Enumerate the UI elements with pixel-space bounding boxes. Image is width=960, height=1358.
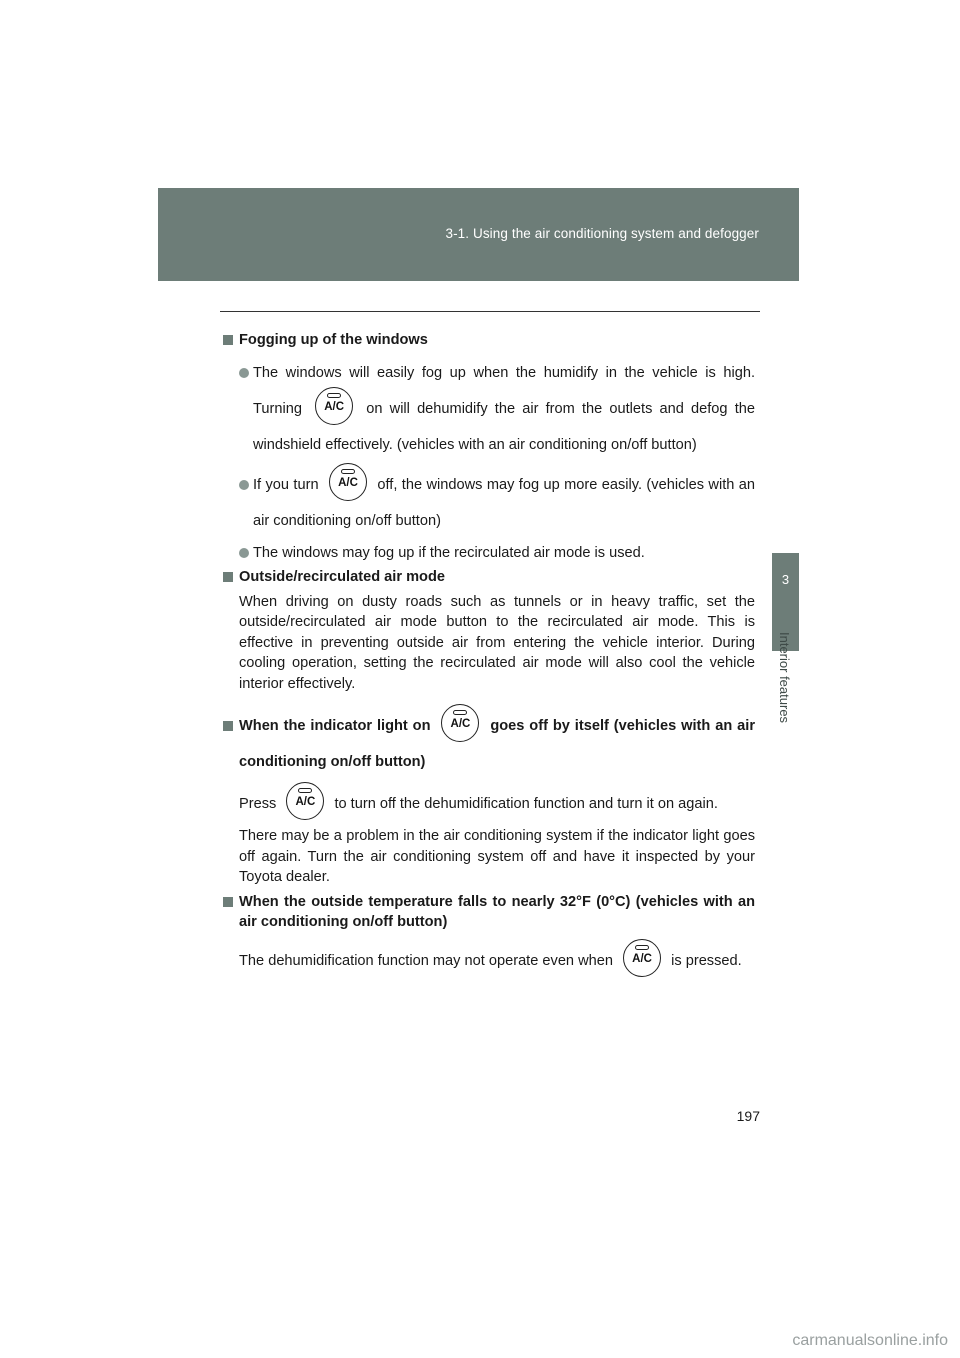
watermark: carmanualsonline.info — [792, 1332, 948, 1349]
heading-temperature: When the outside temperature falls to nearly 32°F (0°C) (vehicles with an air conditioning on/off button) — [222, 892, 755, 933]
bullet-fogging-3: The windows may fog up if the recirculated air mode is used. — [222, 543, 755, 564]
heading-indicator: When the indicator light on A/C goes off by itself (vehicles with an air conditioning on/off button) — [222, 708, 755, 780]
paragraph-indicator-1: Press A/C to turn off the dehumidification function and turn it on again. — [222, 786, 755, 822]
square-bullet-icon — [223, 572, 233, 582]
chapter-number: 3 — [781, 572, 790, 587]
square-bullet-icon — [223, 897, 233, 907]
chapter-label-text: Interior features — [777, 632, 792, 724]
paragraph-temperature: The dehumidification function may not operate even when A/C is pressed. — [222, 941, 755, 981]
ac-button-icon: A/C — [329, 463, 367, 501]
square-bullet-icon — [223, 335, 233, 345]
square-bullet-icon — [223, 721, 233, 731]
header-band — [158, 188, 799, 281]
chapter-label — [777, 632, 792, 723]
page-content — [222, 330, 755, 985]
heading-fogging: Fogging up of the windows — [222, 330, 755, 351]
bullet-fogging-1: The windows will easily fog up when the humidify in the vehicle is high. Turning A/C on will dehumidify the air from the outlets and defog the windshield effectively. (vehicles with an air conditioning on/off button) — [222, 355, 755, 463]
page-number: 197 — [736, 1108, 760, 1124]
ac-button-icon: A/C — [286, 782, 324, 820]
heading-outside-air: Outside/recirculated air mode — [222, 567, 755, 588]
paragraph-indicator-2: There may be a problem in the air conditioning system if the indicator light goes off again. Turn the air conditioning system off and have it inspected by your Toyota dealer. — [239, 828, 755, 885]
ac-button-icon: A/C — [315, 387, 353, 425]
circle-bullet-icon — [239, 548, 249, 558]
ac-button-icon: A/C — [623, 939, 661, 977]
bullet-fogging-2: If you turn A/C off, the windows may fog up more easily. (vehicles with an air conditioning on/off button) — [222, 467, 755, 539]
section-title: 3-1. Using the air conditioning system and defogger — [445, 226, 759, 241]
ac-button-icon: A/C — [441, 704, 479, 742]
paragraph-outside-air: When driving on dusty roads such as tunnels or in heavy traffic, set the outside/recirculated air mode button to the recirculated air mode. This is effective in preventing outside air from entering the vehicle interior. During cooling operation, setting the recirculated air mode will also cool the vehicle interior effectively. — [239, 593, 755, 692]
divider — [220, 311, 760, 312]
circle-bullet-icon — [239, 368, 249, 378]
circle-bullet-icon — [239, 480, 249, 490]
